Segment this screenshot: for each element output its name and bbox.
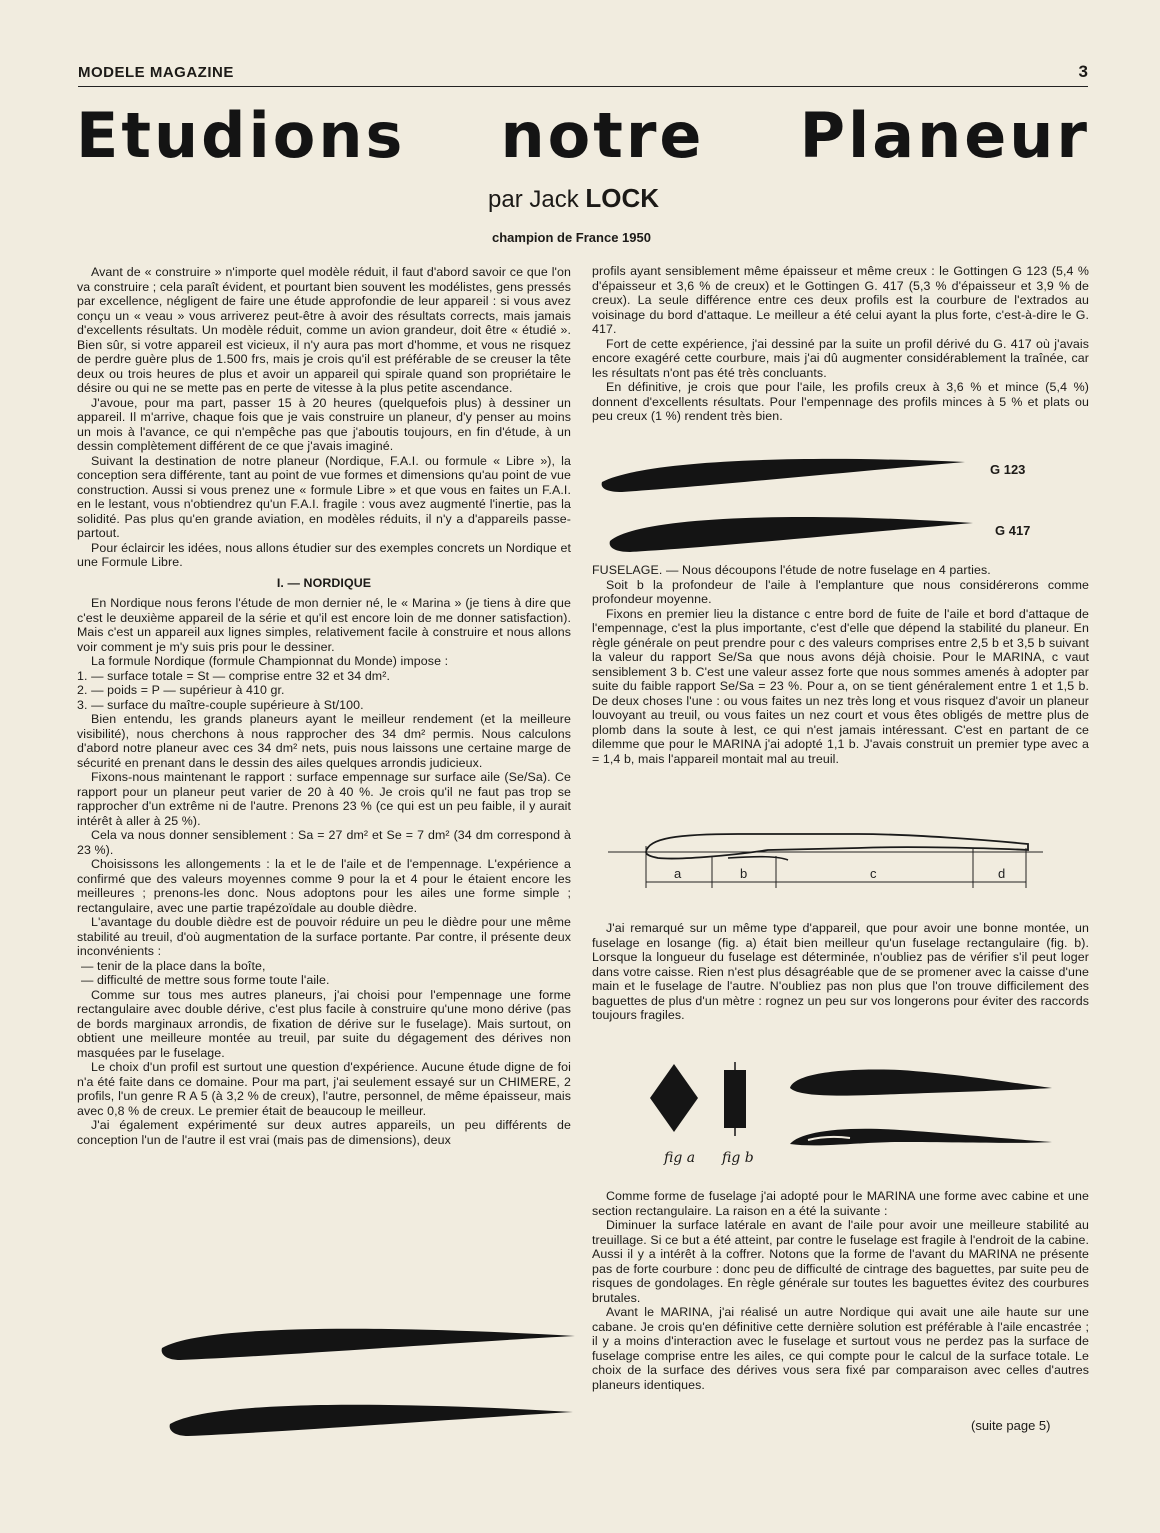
article-title: Etudions notre Planeur (76, 99, 1090, 172)
page-number: 3 (1078, 62, 1088, 81)
list-item: — tenir de la place dans la boîte, (81, 958, 266, 973)
figure-label-g123: G 123 (990, 462, 1026, 477)
fuselage-sections-figure (640, 1058, 1060, 1178)
paragraph: Choisissons les allongements : la et le de l'aile et de l'empennage. L'expérience a confirmé que des valeurs moyennes comme 9 pour la et 4 pour le étaient encore les meilleures ; prenons-les donc. Nous adoptons pour les ailes une forme simple ; rectangulaire, avec une partie trapézoïdale au double dièdre. (77, 857, 571, 915)
paragraph: Fixons-nous maintenant le rapport : surface empennage sur surface aile (Se/Sa). Ce rapport pour un planeur peut varier de 20 à 40 %. Je crois qu'il ne faut pas trop se rapprocher d'un extrême ni de l'autre. Prenons 23 % (ce qui est un peu faible, il y aurait intérêt à aller à 25 %). (77, 770, 571, 828)
author-title: champion de France 1950 (492, 230, 651, 245)
paragraph: J'ai également expérimenté sur deux autres appareils, un peu différents de conception l'un de l'autre il est vrai (mais pas de dimensions), deux (77, 1118, 571, 1147)
paragraph: Cela va nous donner sensiblement : Sa = 27 dm² et Se = 7 dm² (34 dm correspond à 23 %). (77, 828, 571, 857)
paragraph: Fixons en premier lieu la distance c entre bord de fuite de l'aile et bord d'attaque de l'empennage, c'est la plus importante, c'est d'elle que dépend la stabilité du planeur. En règle générale on peut prendre pour c des valeurs comprises entre 2,5 b et 3,5 b suivant la valeur du rapport Se/Sa que nous avons déjà choisie. Pour le MARINA, c vaut sensiblement 3 b. C'est une valeur assez forte que nous sommes amenés à adopter par suite du faible rapport Se/Sa = 23 %. Pour a, on se tient généralement entre 1 et 1,5 b. De deux choses l'une : ou vous faites un nez très long et vous risquez d'avoir un planeur louvoyant au treuil, ou vous faites un nez court et vous êtes obligés de mettre plus de plomb dans la soute à lest, ce qui n'est jamais intéressant. C'est en partant de ce dilemme que pour le MARINA j'ai adopté 1,1 b. J'avais construit un premier type avec a = 1,4 b, mais l'appareil montait mal au treuil. (592, 606, 1089, 766)
paragraph: Avant le MARINA, j'ai réalisé un autre Nordique qui avait une aile haute sur une cabane. Je crois qu'en définitive cette dernière solution est préférable à l'aile encastrée ; il y a moins d'interaction avec le fuselage et surtout vous ne perdez pas la surface de fuselage comprise entre les ailes, ce qui compte pour le calcul de la surface totale. Le choix de la surface des dérives vous sera fixé par comparaison avec celles d'autres planeurs identiques. (592, 1305, 1089, 1392)
paragraph: Pour éclaircir les idées, nous allons étudier sur des exemples concrets un Nordique et une Formule Libre. (77, 540, 571, 569)
list-item: 1. — surface totale = St — comprise entre 32 et 34 dm². (77, 668, 390, 683)
left-column (77, 265, 571, 1147)
airfoil-g123 (600, 448, 970, 498)
airfoil-profile-1 (160, 1318, 580, 1368)
paragraph: J'avoue, pour ma part, passer 15 à 20 heures (quelquefois plus) à dessiner un appareil. Il m'arrive, chaque fois que je vais construire un planeur, d'y penser au moins un mois à l'avance, ce qui n'empêche pas que j'aboutis toujours, en fin d'étude, à un dessin complètement différent de ce que j'avais imaginé. (77, 395, 571, 453)
dimension-label-b: b (740, 866, 748, 881)
paragraph: Diminuer la surface latérale en avant de l'aile pour avoir une meilleure stabilité au treuillage. Si ce but a été atteint, par contre le fuselage est fragile à l'endroit de la cabine. Aussi il y a intérêt à la coffrer. Notons que la forme de l'avant du MARINA ne présente pas de forte courbure : donc peu de difficulté de cintrage des baguettes, par suite peu de risques de gondolages. En règle générale sur toutes les baguettes évitez des courbures brutales. (592, 1218, 1089, 1305)
list-item: 2. — poids = P — supérieur à 410 gr. (77, 683, 285, 697)
figure-label-g417: G 417 (995, 523, 1031, 538)
byline-prefix: par Jack (488, 186, 579, 213)
paragraph: J'ai remarqué sur un même type d'appareil, que pour avoir une bonne montée, un fuselage en losange (fig. a) était bien meilleur qu'un fuselage rectangulaire (fig. b). Lorsque la longueur du fuselage est déterminée, n'oubliez pas de vérifier s'il peut loger dans votre caisse. Rien n'est plus désagréable que de se promener avec la caisse d'une main et le fuselage de l'autre. N'oubliez pas non plus que l'on trouve difficilement des baguettes de plus d'un mètre : rognez un peu sur vos longerons pour éviter des raccords toujours fragiles. (592, 921, 1089, 1022)
list-item: — difficulté de mettre sous forme toute l'aile. (81, 973, 330, 987)
paragraph: Bien entendu, les grands planeurs ayant le meilleur rendement (et la meilleure visibilité), nous cherchons à nous rapprocher des 34 dm² permis. Nous calculons d'abord notre planeur avec ces 34 dm² nets, puis nous laissons une certaine marge de sécurité en prenant dans le dessin des ailes quelques arrondis judicieux. (77, 712, 571, 770)
paragraph: Avant de « construire » n'importe quel modèle réduit, il faut d'abord savoir ce que l'on va construire ; cela paraît évident, et pourtant bien souvent les modélistes, gens pressés par excellence, négligent de faire une étude approfondie de leur appareil : si vous avez conçu un « veau » vous arriverez peut-être à avoir des résultats corrects, mais jamais d'excellents résultats. Un modèle réduit, comme un avion grandeur, doit être « étudié ». Bien sûr, si votre appareil est vicieux, il n'y aura pas mort d'homme, et vous ne risquez de perdre guère plus de 1.500 frs, mais je crois qu'il est préférable de se creuser la tête deux ou trois heures de plus et avoir un appareil qui spirale quand son propriétaire le désire ou qui ne se mette pas en perte de vitesse à la plus petite ascendance. (77, 265, 571, 395)
paragraph: En Nordique nous ferons l'étude de mon dernier né, le « Marina » (je tiens à dire que c'est le deuxième appareil de la série et qu'il est encore loin de me donner satisfaction). Mais c'est un appareil aux lignes simples, relativement facile à construire et nous allons voir comment je m'y suis pris pour le dessiner. (77, 596, 571, 654)
continued-note: (suite page 5) (971, 1418, 1051, 1433)
paragraph: L'avantage du double dièdre est de pouvoir réduire un peu le dièdre pour une même stabilité au treuil, d'où augmentation de la surface portante. Par contre, il présente deux inconvénients : (77, 915, 571, 958)
dimension-label-c: c (870, 866, 877, 881)
paragraph: Comme sur tous mes autres planeurs, j'ai choisi pour l'empennage une forme rectangulaire avec double dérive, c'est plus facile à construire qu'une mono dérive (pas de bords marginaux arrondis, de fixation de dérive sur le fuselage). Mais surtout, on obtient une meilleure montée au treuil, par suite du dégagement des dérives non masquées par le fuselage. (77, 987, 571, 1060)
right-column-remarks (592, 921, 1089, 1023)
paragraph: Suivant la destination de notre planeur (Nordique, F.A.I. ou formule « Libre »), la conception sera différente, tant au point de vue formes et dimensions qu'au point de vue construction. Aussi si vous prenez une « formule Libre » et que vous en faites un F.A.I. en le lestant, vous n'obtiendrez qu'un F.A.I. fragile : vous avez augmenté l'inertie, pas la solidité. Pas plus qu'en grande aviation, en modèles réduits, il n'y a d'appareils passe-partout. (77, 453, 571, 540)
figure-caption-b: fig b (722, 1150, 754, 1166)
paragraph: Comme forme de fuselage j'ai adopté pour le MARINA une forme avec cabine et une section rectangulaire. La raison en a été la suivante : (592, 1189, 1089, 1218)
byline (488, 183, 659, 214)
list-item: 3. — surface du maître-couple supérieure à St/100. (77, 697, 364, 712)
magazine-name: MODELE MAGAZINE (78, 64, 234, 81)
right-column-bottom (592, 1189, 1089, 1392)
right-column-fuselage (592, 563, 1089, 766)
airfoil-profile-2 (168, 1392, 578, 1442)
paragraph: Soit b la profondeur de l'aile à l'emplanture que nous considérerons comme profondeur moyenne. (592, 577, 1089, 606)
paragraph: En définitive, je crois que pour l'aile, les profils creux à 3,6 % et mince (5,4 %) donnent d'excellents résultats. Pour l'empennage des profils minces à 5 % et plats ou peu creux (1 %) rendent très bien. (592, 380, 1089, 423)
paragraph: Le choix d'un profil est surtout une question d'expérience. Aucune étude digne de foi n'a été faite dans ce domaine. Pour ma part, j'ai seulement essayé sur un CHIMERE, 2 profils, l'un genre R A 5 (à 3,2 % de creux), l'autre, personnel, de même épaisseur, mais avec 0,8 % de creux. Le premier était de beaucoup le meilleur. (77, 1060, 571, 1118)
paragraph: La formule Nordique (formule Championnat du Monde) impose : (91, 654, 449, 668)
paragraph: profils ayant sensiblement même épaisseur et même creux : le Gottingen G 123 (5,4 % d'épaisseur et 3,6 % de creux) et le Gottingen G. 417 (5,3 % d'épaisseur et 3,9 % de creux). La seule différence entre ces deux profils est la courbure de l'extrados au voisinage du bord d'attaque. Le meilleur a été celui ayant la plus forte, c'est-à-dire le G. 417. (592, 264, 1089, 336)
airfoil-g417 (608, 507, 978, 557)
dimension-label-a: a (674, 866, 682, 881)
paragraph: FUSELAGE. — Nous découpons l'étude de notre fuselage en 4 parties. (592, 563, 991, 577)
paragraph: Fort de cette expérience, j'ai dessiné par la suite un profil dérivé du G. 417 où j'avais encore exagéré cette courbure, mais j'ai dû augmenter considérablement la traînée, car les résultats n'ont pas été très concluants. (592, 336, 1089, 380)
author-name: LOCK (585, 183, 660, 213)
section-heading: I. — NORDIQUE (276, 575, 372, 590)
right-column-top (592, 264, 1089, 424)
fuselage-dimension-diagram (608, 826, 1048, 896)
figure-caption-a: fig a (664, 1150, 696, 1166)
dimension-label-d: d (998, 866, 1006, 881)
running-header (78, 64, 1088, 87)
